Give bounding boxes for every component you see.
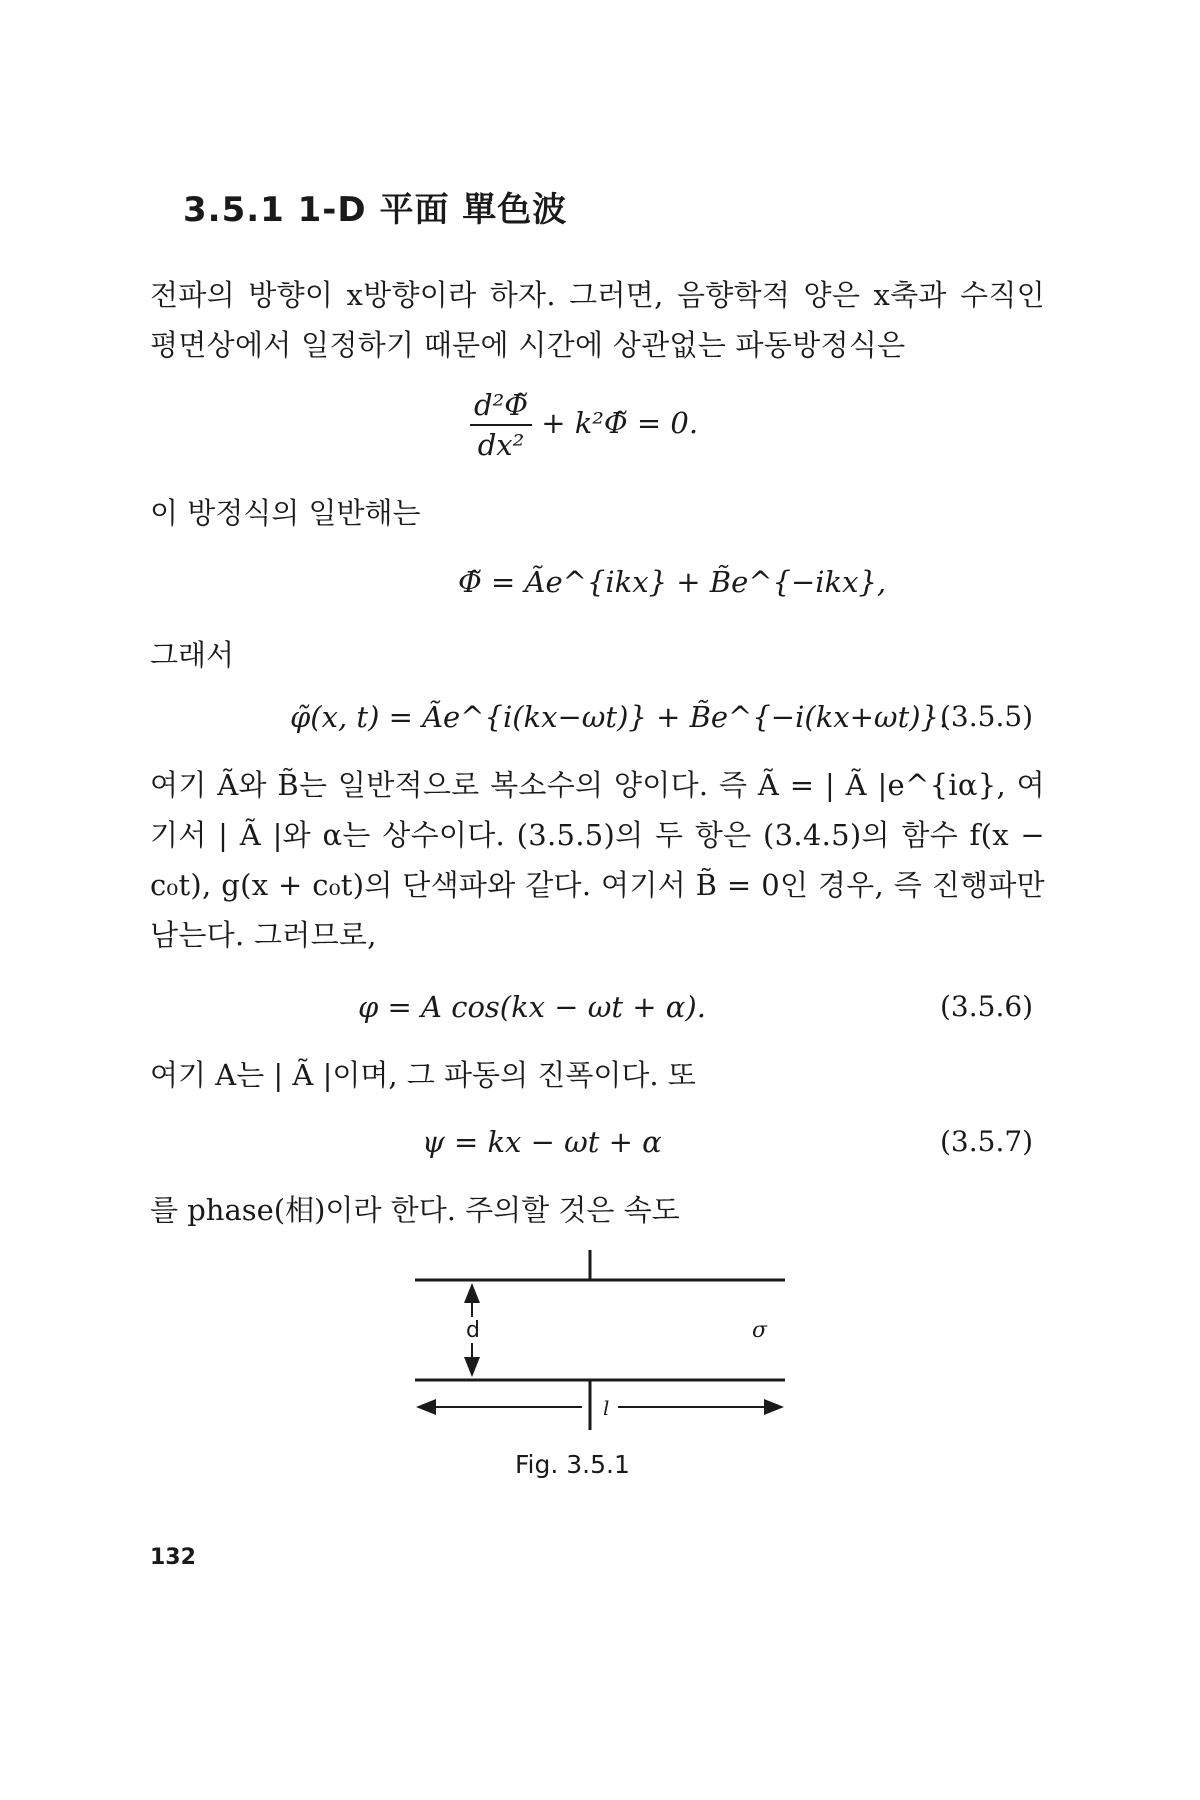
equation-3-5-5: φ̃(x, t) = Ãe^{i(kx−ωt)} + B̃e^{−i(kx+ωt)}. [290,700,949,734]
paragraph-amplitude: 여기 A는 | Ã |이며, 그 파동의 진폭이다. 또 [150,1058,696,1092]
figure-diagram [400,1245,800,1445]
section-heading: 3.5.1 1-D 平面 單色波 [183,190,568,230]
equation-3-5-7: ψ = kx − ωt + α [422,1125,662,1159]
wave-equation [470,388,698,462]
wave-equation-rest: + k²Φ̃ = 0. [541,406,699,440]
paragraph-general-solution-intro: 이 방정식의 일반해는 [150,496,421,530]
equation-number-3-5-5: (3.5.5) [940,700,1034,733]
figure-label-l: l [603,1396,610,1420]
wave-equation-denominator: dx² [477,428,525,462]
figure-label-d: d [466,1318,480,1343]
general-solution-equation: Φ̃ = Ãe^{ikx} + B̃e^{−ikx}, [458,565,887,599]
wave-equation-fraction [470,388,532,462]
page-number: 132 [150,1545,196,1570]
paragraph-phase: 를 phase(相)이라 한다. 주의할 것은 속도 [150,1193,680,1227]
equation-number-3-5-7: (3.5.7) [940,1125,1034,1158]
figure-caption: Fig. 3.5.1 [515,1450,630,1479]
figure-label-sigma: σ [752,1318,768,1343]
equation-number-3-5-6: (3.5.6) [940,990,1034,1023]
equation-3-5-6: φ = A cos(kx − ωt + α). [358,990,706,1024]
figure-3-5-1 [400,1245,800,1449]
paragraph-therefore: 그래서 [150,638,235,672]
paragraph-intro: 전파의 방향이 x방향이라 하자. 그러면, 음향학적 양은 x축과 수직인 평면상에서 일정하기 때문에 시간에 상관없는 파동방정식은 [150,278,1045,362]
paragraph-explanation: 여기 Ã와 B̃는 일반적으로 복소수의 양이다. 즉 Ã = | Ã |e^{iα}, 여기서 | Ã |와 α는 상수이다. (3.5.5)의 두 항은 (3.4.5)의 함수 f(x − c₀t), g(x + c₀t)의 단색파와 같다. 여기서 B̃ = 0인 경우, 즉 진행파만 남는다. 그러므로, [150,768,1045,952]
wave-equation-numerator: d²Φ̃ [470,388,532,426]
